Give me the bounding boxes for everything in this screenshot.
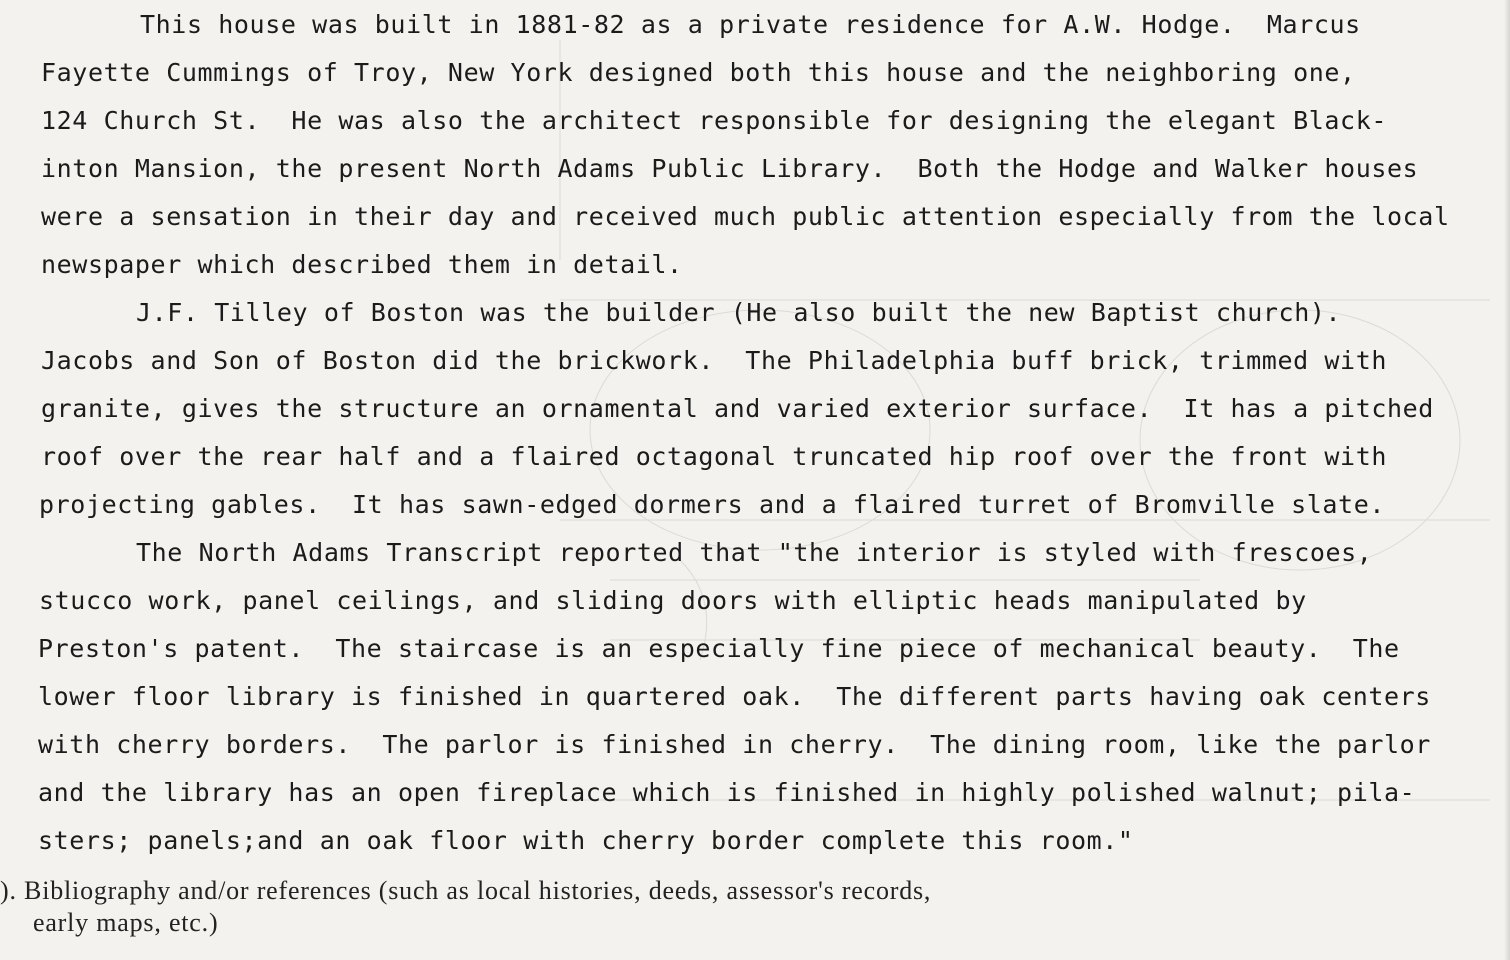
- text-line: The North Adams Transcript reported that "the interior is styled with frescoes,: [136, 538, 1373, 567]
- text-line: granite, gives the structure an ornamental and varied exterior surface. It has a pitched: [41, 394, 1434, 423]
- text-line: Fayette Cummings of Troy, New York designed both this house and the neighboring one,: [41, 58, 1356, 87]
- text-line: This house was built in 1881-82 as a private residence for A.W. Hodge. Marcus: [140, 10, 1361, 39]
- text-line: 124 Church St. He was also the architect responsible for designing the elegant Black-: [41, 106, 1388, 135]
- page-edge-shadow: [1504, 0, 1510, 960]
- text-line: newspaper which described them in detail.: [41, 250, 683, 279]
- text-line: with cherry borders. The parlor is finished in cherry. The dining room, like the parlor: [38, 730, 1431, 759]
- text-line: lower floor library is finished in quartered oak. The different parts having oak centers: [38, 682, 1431, 711]
- section-label: ). Bibliography and/or references (such as local histories, deeds, assessor's records,: [0, 876, 932, 905]
- section-label-continuation: early maps, etc.): [33, 908, 219, 937]
- text-line: Jacobs and Son of Boston did the brickwork. The Philadelphia buff brick, trimmed with: [41, 346, 1388, 375]
- text-line: stucco work, panel ceilings, and sliding doors with elliptic heads manipulated by: [39, 586, 1307, 615]
- text-line: roof over the rear half and a flaired octagonal truncated hip roof over the front with: [41, 442, 1388, 471]
- text-line: inton Mansion, the present North Adams Public Library. Both the Hodge and Walker houses: [41, 154, 1419, 183]
- text-line: were a sensation in their day and received much public attention especially from the local: [41, 202, 1450, 231]
- text-line: J.F. Tilley of Boston was the builder (He also built the new Baptist church).: [136, 298, 1342, 327]
- text-line: projecting gables. It has sawn-edged dormers and a flaired turret of Bromville slate.: [39, 490, 1386, 519]
- text-line: and the library has an open fireplace which is finished in highly polished walnut; pila-: [38, 778, 1416, 807]
- text-line: Preston's patent. The staircase is an especially fine piece of mechanical beauty. The: [38, 634, 1400, 663]
- text-line: sters; panels;and an oak floor with cherry border complete this room.": [38, 826, 1134, 855]
